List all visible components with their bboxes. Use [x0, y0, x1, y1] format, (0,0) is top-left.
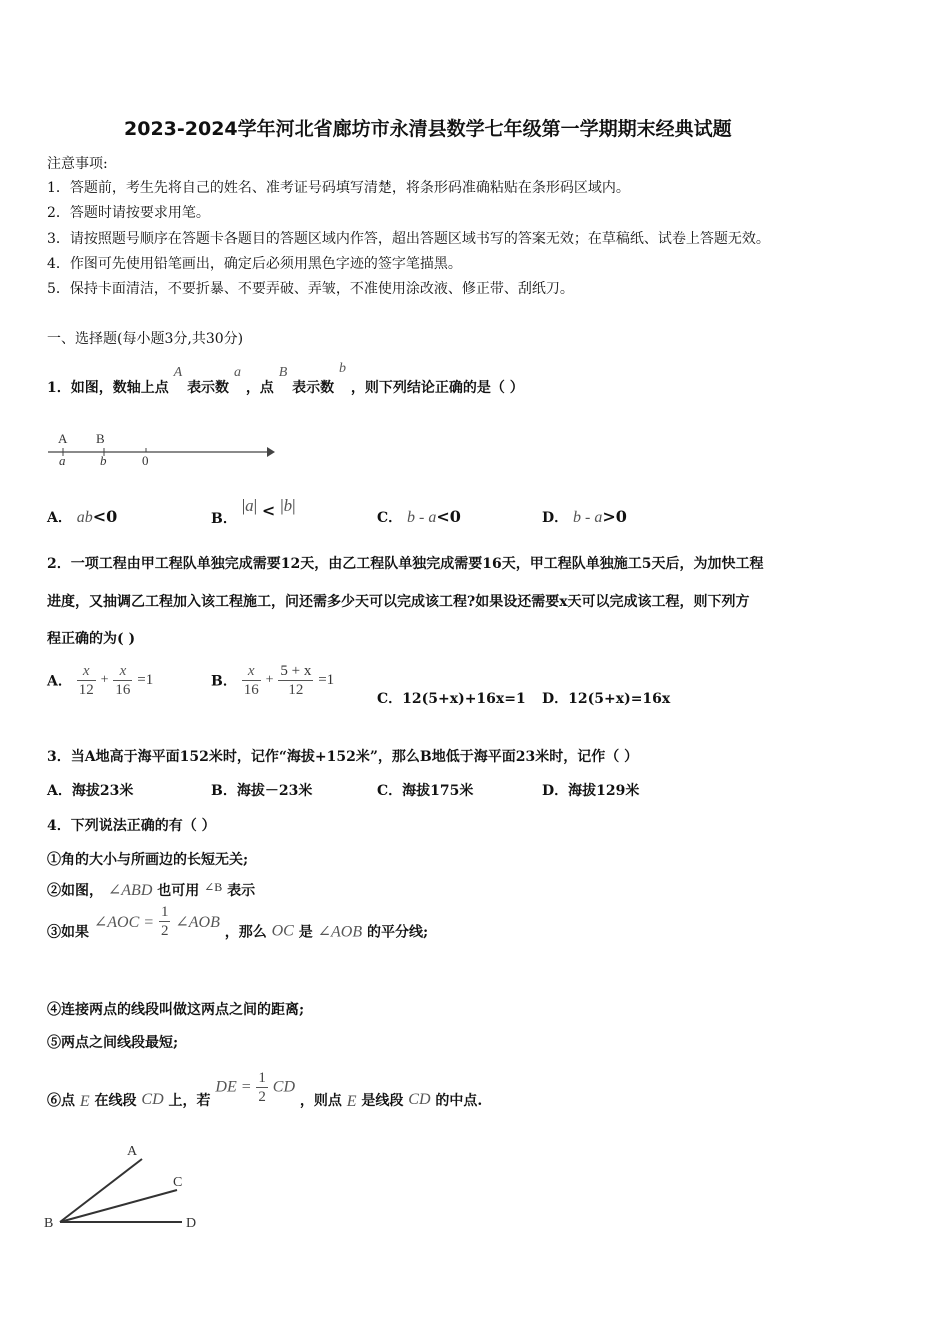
page-title: 2023-2024学年河北省廊坊市永清县数学七年级第一学期期末经典试题 [124, 118, 732, 140]
angle-math: ∠AOB [317, 923, 363, 941]
section-heading: 一、选择题(每小题3分,共30分) [47, 331, 244, 347]
q1-text: ，则下列结论正确的是（ ） [350, 380, 524, 396]
statement-text: 的平分线; [366, 924, 429, 941]
equation-lhs: DE = [215, 1078, 252, 1096]
statement-text: ⑥点 [47, 1092, 75, 1109]
fraction-denominator: 2 [258, 1089, 266, 1105]
q3-option-D: D．海拔129米 [542, 783, 640, 799]
q3-option-A: A．海拔23米 [47, 783, 134, 799]
option-relation: <0 [92, 507, 118, 526]
q1-option-B: B． |a| < |b| [211, 496, 296, 527]
notice-item: 3．请按照题号顺序在答题卡各题目的答题区域内作答，超出答题区域书写的答案无效；在草稿纸、试卷上答题无效。 [47, 231, 770, 247]
ray-BC [60, 1190, 177, 1222]
label-0: 0 [142, 453, 149, 468]
equation-lhs: ∠AOC = [93, 913, 155, 931]
segment-math: CD [141, 1090, 164, 1108]
option-label: B． [211, 673, 237, 690]
plus-sign: + [100, 672, 109, 688]
q1-var-b: b [339, 361, 346, 376]
q1-point-B: B [278, 365, 288, 380]
question-2-line: 进度，又抽调乙工程加入该工程施工，问还需多少天可以完成该工程?如果设还需要x天可以完成该工程，则下列方 [47, 594, 750, 610]
fraction-denominator: 16 [243, 682, 259, 698]
statement-text: ②如图， [47, 883, 103, 899]
option-math: b [283, 496, 293, 515]
label-a: a [59, 453, 66, 468]
point-math: E [346, 1092, 357, 1110]
question-4-stem: 4．下列说法正确的有（ ） [47, 818, 216, 834]
label-b: b [100, 453, 107, 468]
option-math: b - a [407, 509, 437, 526]
label-A: A [58, 431, 68, 446]
figure-label-A: A [127, 1144, 138, 1159]
option-relation: <0 [436, 507, 461, 526]
q4-statement-1: ①角的大小与所画边的长短无关; [47, 852, 249, 868]
option-math: b - a [573, 509, 603, 526]
q2-option-C: C．12(5+x)+16x=1 [377, 691, 526, 707]
q1-text: 表示数 [187, 380, 230, 396]
fraction-numerator: 5 + x [280, 663, 312, 679]
statement-text: 也可用 [157, 883, 200, 899]
q1-option-C [377, 507, 461, 527]
point-math: E [79, 1092, 90, 1110]
statement-text: 表示 [227, 883, 256, 899]
ray-BA [60, 1159, 142, 1222]
statement-text: 的中点. [435, 1092, 483, 1109]
question-2-line: 2．一项工程由甲工程队单独完成需要12天，由乙工程队单独完成需要16天，甲工程队单独施工5天后，为加快工程 [47, 556, 764, 572]
option-relation: < [261, 501, 276, 520]
fraction-denominator: 16 [115, 682, 131, 698]
q3-option-B: B．海拔－23米 [211, 783, 313, 799]
fraction-numerator: 1 [160, 904, 169, 920]
angle-math: ∠ABD [107, 882, 153, 899]
q4-statement-3 [47, 904, 429, 950]
segment-math: CD [408, 1090, 431, 1108]
fraction-denominator: 12 [288, 682, 304, 698]
number-line-figure [45, 428, 285, 470]
option-relation: >0 [602, 507, 627, 526]
equation-rhs: CD [272, 1078, 295, 1096]
angle-symbol: ∠B [204, 880, 223, 894]
fraction-numerator: 1 [258, 1070, 266, 1086]
option-label: A． [47, 673, 72, 690]
q4-statement-5: ⑤两点之间线段最短; [47, 1035, 179, 1051]
q2-option-D: D．12(5+x)=16x [542, 691, 671, 707]
notice-item: 5．保持卡面清洁，不要折暴、不要弄破、弄皱，不准使用涂改液、修正带、刮纸刀。 [47, 281, 574, 297]
question-1-stem [47, 363, 524, 403]
notice-item: 4．作图可先使用铅笔画出，确定后必须用黑色字迹的签字笔描黑。 [47, 256, 462, 272]
statement-text: 在线段 [94, 1092, 137, 1109]
ray-math: OC [271, 922, 294, 940]
notice-item: 2．答题时请按要求用笔。 [47, 205, 210, 221]
statement-text: 是线段 [361, 1092, 404, 1109]
fraction-denominator: 12 [78, 682, 94, 698]
angle-figure [40, 1138, 220, 1238]
question-2-line: 程正确的为( ) [47, 631, 136, 647]
q1-option-D [542, 507, 627, 527]
label-B: B [96, 431, 105, 446]
q1-text: 1．如图，数轴上点 [47, 380, 169, 396]
q1-var-a: a [233, 365, 241, 380]
plus-sign: + [265, 672, 274, 688]
question-3-stem: 3．当A地高于海平面152米时，记作“海拔+152米”，那么B地低于海平面23米时，记作（ ） [47, 749, 639, 765]
statement-text: ，那么 [224, 924, 267, 941]
equals-one: =1 [318, 672, 335, 688]
notice-item: 1．答题前，考生先将自己的姓名、准考证号码填写清楚，将条形码准确粘贴在条形码区域内。 [47, 180, 630, 196]
q2-option-B [211, 662, 334, 699]
fraction-numerator: x [242, 662, 261, 681]
q3-option-C: C．海拔175米 [377, 783, 474, 799]
statement-text: ，则点 [299, 1092, 342, 1109]
statement-text: 上，若 [168, 1092, 211, 1109]
q4-statement-6 [47, 1069, 483, 1110]
statement-text: ③如果 [47, 924, 89, 941]
option-label: A． [47, 510, 72, 526]
equation-rhs: ∠AOB [175, 913, 220, 931]
arrow-right-icon [267, 447, 275, 457]
option-label: D． [542, 510, 569, 526]
statement-text: 是 [298, 924, 313, 941]
q1-option-A [47, 507, 117, 527]
equals-one: =1 [137, 672, 154, 688]
q4-statement-2 [47, 880, 255, 900]
fraction-denominator: 2 [160, 923, 169, 939]
q1-point-A: A [173, 365, 183, 380]
option-math: ab [76, 509, 93, 526]
option-label: B． [211, 511, 237, 527]
figure-label-B: B [44, 1216, 54, 1231]
figure-label-D: D [186, 1216, 197, 1231]
fraction-numerator: x [113, 662, 132, 681]
figure-label-C: C [173, 1175, 183, 1190]
option-math: a [245, 496, 254, 515]
option-label: C． [377, 510, 403, 526]
notice-heading: 注意事项: [47, 156, 108, 172]
q1-text: ，点 [245, 380, 274, 396]
fraction-numerator: x [77, 662, 96, 681]
q2-option-A [47, 662, 153, 699]
q1-text: 表示数 [292, 380, 335, 396]
q4-statement-4: ④连接两点的线段叫做这两点之间的距离; [47, 1002, 305, 1018]
